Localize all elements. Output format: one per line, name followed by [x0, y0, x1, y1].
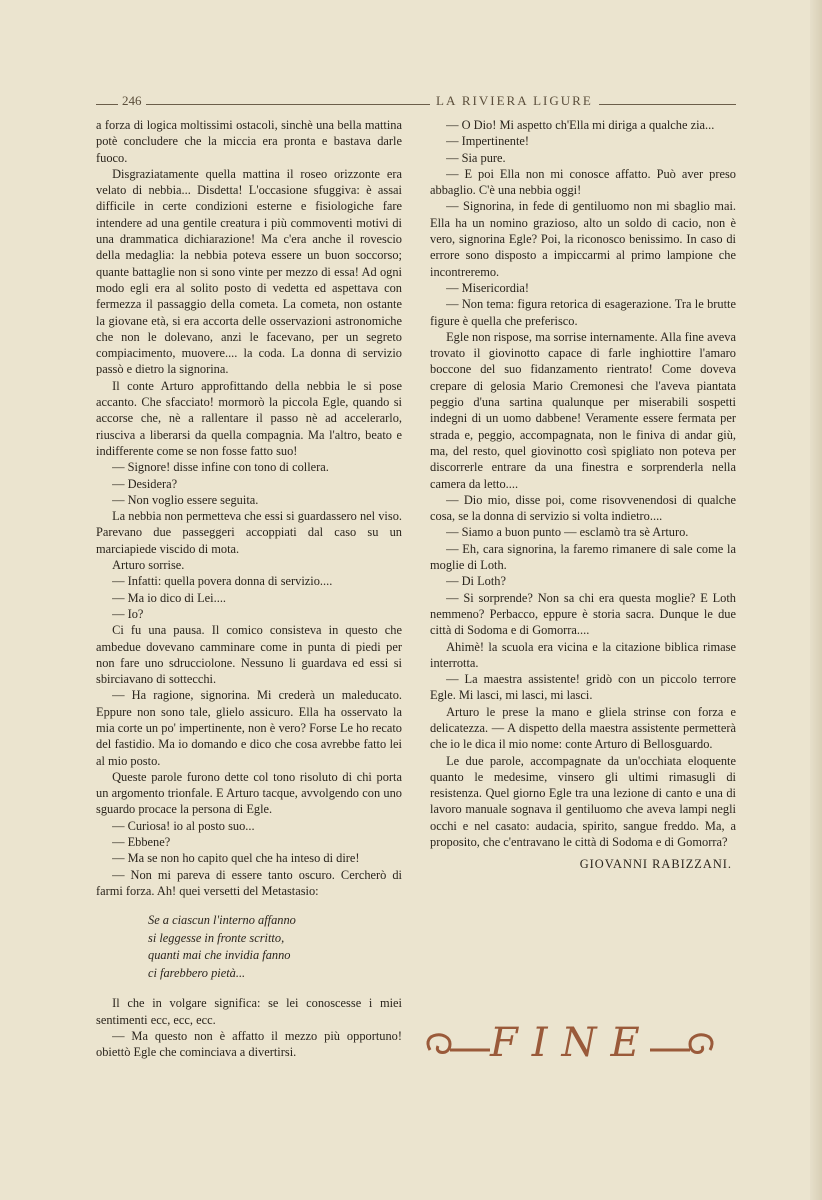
- poem-quote: [148, 912, 402, 982]
- paragraph: — O Dio! Mi aspetto ch'Ella mi diriga a qualche zia...: [446, 118, 715, 132]
- page-edge: [810, 0, 822, 1200]
- fine-lettering: FINE: [490, 1020, 654, 1066]
- paragraph: — Ma se non ho capito quel che ha inteso di dire!: [112, 851, 360, 866]
- paragraph: — Ma io dico di Lei....: [112, 590, 227, 605]
- poem-line: Se a ciascun l'interno affanno: [148, 913, 296, 928]
- paragraph: — Dio mio, disse poi, come risovvenendosi di qualche cosa, se la donna di servizio si volta indietro....: [430, 492, 736, 524]
- paragraph: Ahimè! la scuola era vicina e la citazione biblica rimase interrotta.: [430, 639, 736, 670]
- paragraph: — Impertinente!: [446, 134, 530, 149]
- paragraph: Queste parole furono dette col tono risoluto di chi porta un argomento trionfale. E Arturo tacque, avvolgendo con uno sguardo procace la persona di Egle.: [96, 769, 402, 817]
- running-title: LA RIVIERA LIGURE: [430, 93, 599, 109]
- paragraph: Egle non rispose, ma sorrise internamente. Alla fine aveva trovato il giovinotto capace di farle inghiottire l'amaro boccone del suo fidanzamento rientrato! Come doveva crepare di gelosia Mario Cremonesi che l'aveva piantata peggio d'una sartina qualunque per miserabili sospetti indegni di un uomo dabbene! Veramente essere fermata per strada e, peggio, accompagnata, non le finiva di andar giù, ma, del resto, quel giovinotto così spigliato non poteva per discorrerle entrare da una finestra e sorprenderla nella camera da letto....: [430, 329, 736, 491]
- paragraph: — Misericordia!: [446, 280, 530, 295]
- paragraph: — Eh, cara signorina, la faremo rimanere di sale come la moglie di Loth.: [430, 541, 736, 573]
- paragraph: — Infatti: quella povera donna di servizio....: [112, 574, 333, 589]
- author-signature: GIOVANNI RABIZZANI.: [579, 857, 732, 872]
- left-column: [96, 117, 402, 1060]
- paragraph: — Desidera?: [112, 476, 178, 491]
- paragraph: — Ha ragione, signorina. Mi crederà un maleducato. Eppure non sono tale, glielo assicuro. Ella ha osservato la mia corte un po' impertinente, non è vero? Forse Le ho recato del fastidio. Ma io domando e dico che cosa avrebbe fatto lei al mio posto.: [96, 688, 402, 768]
- paragraph: — Non voglio essere seguita.: [112, 492, 259, 507]
- paragraph: Arturo sorrise.: [112, 558, 185, 573]
- paragraph: Le due parole, accompagnate da un'occhiata eloquente quanto le medesime, vinsero gli ultimi rimasugli di resistenza. Quel giorno Egle tra una lezione di canto e una di lavoro manuale sognava il gentiluomo che aveva lampi negli occhi e nel casato: audacia, spirito, sangue freddo. Ma, a proposito, che c'entravano le città di Sodoma e di Gomorra?: [430, 753, 736, 850]
- paragraph: — La maestra assistente! gridò con un piccolo terrore Egle. Mi lasci, mi lasci, mi lasci.: [430, 672, 736, 703]
- paragraph: — Signorina, in fede di gentiluomo non mi sbaglio mai. Ella ha un nomino grazioso, alto un soldo di cacio, non è vero, signorina Egle? Poi, la riconosco benissimo. In caso di errore sono disposto a impiccarmi al primo lampione che incontreremo.: [430, 199, 736, 279]
- paragraph: a forza di logica moltissimi ostacoli, sinchè una bella mattina potè concludere che la miccia era pronta e bastava darle fuoco.: [96, 118, 402, 165]
- end-ornament: [420, 1012, 720, 1072]
- paragraph: — Ma questo non è affatto il mezzo più opportuno! obiettò Egle che cominciava a divertirsi.: [96, 1028, 402, 1060]
- paragraph: — Ebbene?: [112, 835, 171, 850]
- paragraph: La nebbia non permetteva che essi si guardassero nel viso. Parevano due passeggeri accoppiati dal caso su un marciapiede viscido di mota.: [96, 509, 402, 556]
- poem-line: si leggesse in fronte scritto,: [148, 930, 285, 945]
- paragraph: — Non tema: figura retorica di esagerazione. Tra le brutte figure è quella che preferisco.: [430, 297, 736, 328]
- paragraph: Disgraziatamente quella mattina il roseo orizzonte era velato di nebbia... Disdetta! L'occasione sfuggiva: è assai difficile in certe condizioni esterne e fisiologiche fare intendere ad una gentile creatura i più commoventi motivi di una drammatica dichiarazione! Ma c'era anche il rovescio della medaglia: la nebbia poteva essere un buon soccorso; quante battaglie non si sono vinte per mezzo di essa! Ad ogni modo egli era al solito posto di vedetta ed aspettava con fermezza il passaggio della cometa. La cometa, non ostante la giovane età, si era accorta delle osservazioni astronomiche che non le dolevano, anzi le facevano, per un segreto compiacimento, muovere.... la coda. La donna di servizio passò e dietro la signorina.: [96, 166, 402, 377]
- poem-line: quanti mai che invidia fanno: [148, 948, 291, 963]
- running-header: [96, 92, 736, 112]
- paragraph: — Curiosa! io al posto suo...: [112, 818, 255, 833]
- paragraph: — Di Loth?: [446, 574, 506, 589]
- paragraph: — Signore! disse infine con tono di collera.: [112, 460, 329, 475]
- poem-line: ci farebbero pietà...: [148, 965, 246, 980]
- paragraph: — Io?: [112, 606, 144, 621]
- paragraph: Ci fu una pausa. Il comico consisteva in questo che ambedue dovevano camminare come in punta di piedi per non fare uno sdrucciolone. Nessuno li guardava ed essi si sbirciavano di sottecchi.: [96, 623, 402, 687]
- paragraph: — E poi Ella non mi conosce affatto. Può aver preso abbaglio. C'è una nebbia oggi!: [430, 166, 736, 198]
- paragraph: Il conte Arturo approfittando della nebbia le si pose accanto. Che sfacciato! mormorò la piccola Egle, quando si accorse che, nè a rallentare il passo nè ad accelerarlo, riusciva a liberarsi da quella compagnia. Ma l'altro, beato e indifferente come se non fosse fatto suo!: [96, 378, 402, 458]
- paragraph: — Si sorprende? Non sa chi era questa moglie? E Loth nemmeno? Perbacco, eppure è storia sacra. Dunque le due città di Sodoma e di Gomorra....: [430, 590, 736, 638]
- page-number: 246: [118, 93, 146, 109]
- header-rule: [96, 104, 736, 105]
- paragraph: — Sia pure.: [446, 150, 506, 165]
- paragraph: — Non mi pareva di essere tanto oscuro. Cercherò di farmi forza. Ah! quei versetti del Metastasio:: [96, 867, 402, 898]
- paragraph: — Siamo a buon punto — esclamò tra sè Arturo.: [446, 525, 689, 540]
- paragraph: Arturo le prese la mano e gliela strinse con forza e delicatezza. — A dispetto della maestra assistente permetterà che io le dica il mio nome: conte Arturo di Bellosguardo.: [430, 704, 736, 752]
- right-column: [430, 117, 736, 873]
- paragraph: Il che in volgare significa: se lei conoscesse i miei sentimenti ecc, ecc, ecc.: [96, 996, 402, 1027]
